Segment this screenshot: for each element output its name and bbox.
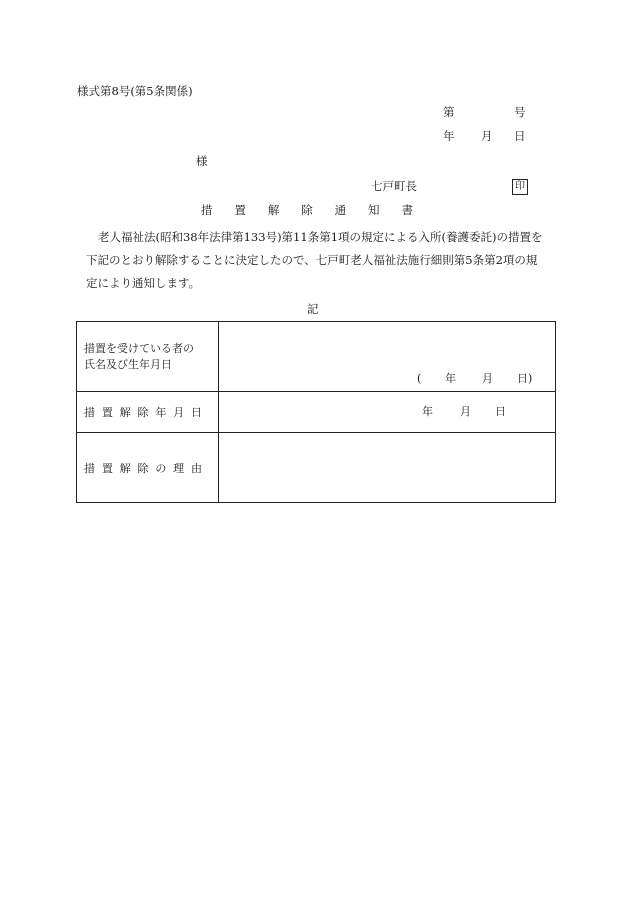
label-char: 由: [190, 461, 202, 475]
recipient-label-cell: [77, 322, 219, 392]
label-char: の: [155, 461, 167, 475]
recipient-value-cell: [219, 322, 556, 392]
label-char: 月: [173, 406, 185, 419]
label-char: 置: [101, 406, 113, 419]
body-line: 老人福祉法(昭和38年法律第133号)第11条第1項の規定による入所(養護委託)の措置を: [98, 230, 543, 244]
label-char: 除: [137, 406, 149, 419]
title-char: 解: [267, 203, 280, 217]
title-char: 知: [368, 203, 380, 217]
birthdate-paren-open: (: [417, 372, 422, 385]
birthdate-day: 日): [517, 372, 533, 385]
cancel-date-label: [84, 404, 202, 420]
label-char: 日: [190, 406, 202, 419]
title-char: 置: [234, 203, 246, 217]
title-char: 通: [334, 203, 347, 217]
label-char: 解: [119, 406, 131, 419]
issue-date-year: 年: [443, 129, 455, 143]
recipient-label-line2: 氏名及び生年月日: [84, 357, 172, 371]
issue-date-month: 月: [481, 129, 493, 143]
cancel-date-value-cell: [219, 392, 556, 433]
cancel-reason-value-cell: [219, 433, 556, 503]
notice-details-table: [76, 321, 556, 503]
label-char: 措: [84, 461, 95, 475]
table-row: [77, 322, 556, 392]
document-number-suffix: 号: [514, 105, 526, 119]
title-char: 措: [201, 203, 213, 217]
label-char: 除: [137, 461, 149, 475]
cancel-date-month: 月: [460, 405, 471, 418]
document-title: [201, 205, 413, 217]
recipient-label-line1: 措置を受けている者の: [84, 341, 194, 355]
table-row: [77, 433, 556, 503]
cancel-reason-label-cell: [77, 433, 219, 503]
label-char: 解: [119, 461, 131, 475]
cancel-reason-label: [84, 460, 202, 476]
ki-heading: 記: [307, 302, 319, 316]
body-line: 下記のとおり解除することに決定したので、七戸町老人福祉法施行細則第5条第2項の規: [86, 253, 538, 267]
addressee-suffix: 様: [196, 154, 208, 168]
title-char: 書: [401, 203, 413, 217]
label-char: 理: [173, 461, 185, 475]
birthdate-year: 年: [445, 372, 456, 385]
cancel-date-day: 日: [495, 405, 506, 418]
title-char: 除: [301, 203, 313, 217]
birthdate-month: 月: [482, 372, 493, 385]
issuer-name: 七戸町長: [371, 179, 417, 193]
table-row: [77, 392, 556, 433]
label-char: 置: [101, 461, 113, 475]
label-char: 年: [155, 406, 167, 419]
cancel-date-year: 年: [422, 405, 433, 418]
cancel-date-label-cell: [77, 392, 219, 433]
seal-mark: 印: [512, 179, 528, 195]
label-char: 措: [84, 406, 95, 419]
document-number-prefix: 第: [443, 105, 455, 119]
issue-date-day: 日: [514, 129, 526, 143]
form-number: 様式第8号(第5条関係): [77, 84, 193, 98]
body-paragraph: [78, 226, 560, 295]
body-line: 定により通知します。: [86, 276, 201, 290]
